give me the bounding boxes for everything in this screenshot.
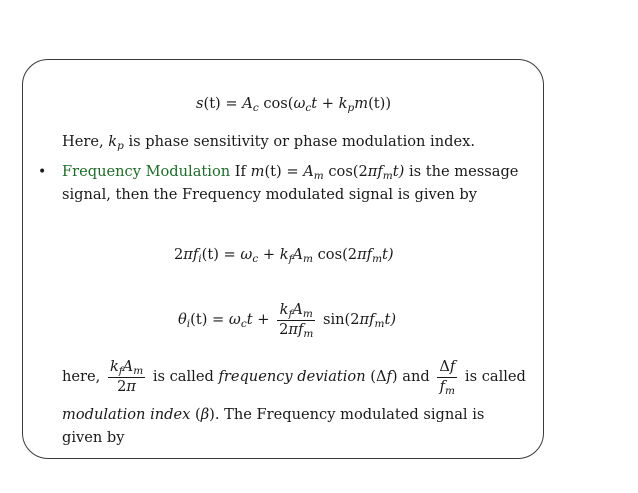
fm-bullet-line-2: signal, then the Frequency modulated signal is given by (62, 186, 478, 203)
definition-line-2: modulation index (β). The Frequency modulated signal is (62, 406, 485, 423)
fraction-kfAm-over-2pi: $\frac{k_fA_m}{2\pi}$ (109, 358, 144, 395)
fm-term: Frequency Modulation (62, 163, 231, 180)
bullet-marker: • (38, 164, 47, 180)
definition-line-1: here, $\frac{k_fA_m}{2\pi}$ is called frequency deviation (Δf) and $\frac{\Delta f}{f_m}$ is called (62, 358, 526, 397)
term-modulation-index: modulation index (62, 406, 191, 423)
fm-bullet-line-1: Frequency Modulation If $m(t) = A_m$ $\cos(2\pi f_mt)$ is the message (62, 163, 519, 183)
fraction-deltaf-over-fm: $\frac{\Delta f}{f_m}$ (439, 358, 456, 397)
equation-instantaneous-phase: $\theta_i(t) = \omega_ct$ + $\frac{k_fA_m}{2\pi f_m}$ $\sin(2\pi f_mt)$ (178, 301, 397, 340)
phase-sensitivity-note: Here, $k_p$ is phase sensitivity or phase modulation index. (62, 133, 475, 153)
definition-line-3: given by (62, 429, 125, 446)
equation-phase-modulation: $s(t) = A_c$ $\cos(\omega_ct + k_pm(t))$ (196, 95, 392, 115)
equation-instantaneous-frequency: $2\pi f_i(t) = \omega_c + k_fA_m$ $\cos(2\pi f_mt)$ (174, 246, 394, 266)
fraction-kfAm-over-2pifm: $\frac{k_fA_m}{2\pi f_m}$ (279, 301, 314, 340)
term-frequency-deviation: frequency deviation (218, 368, 366, 386)
